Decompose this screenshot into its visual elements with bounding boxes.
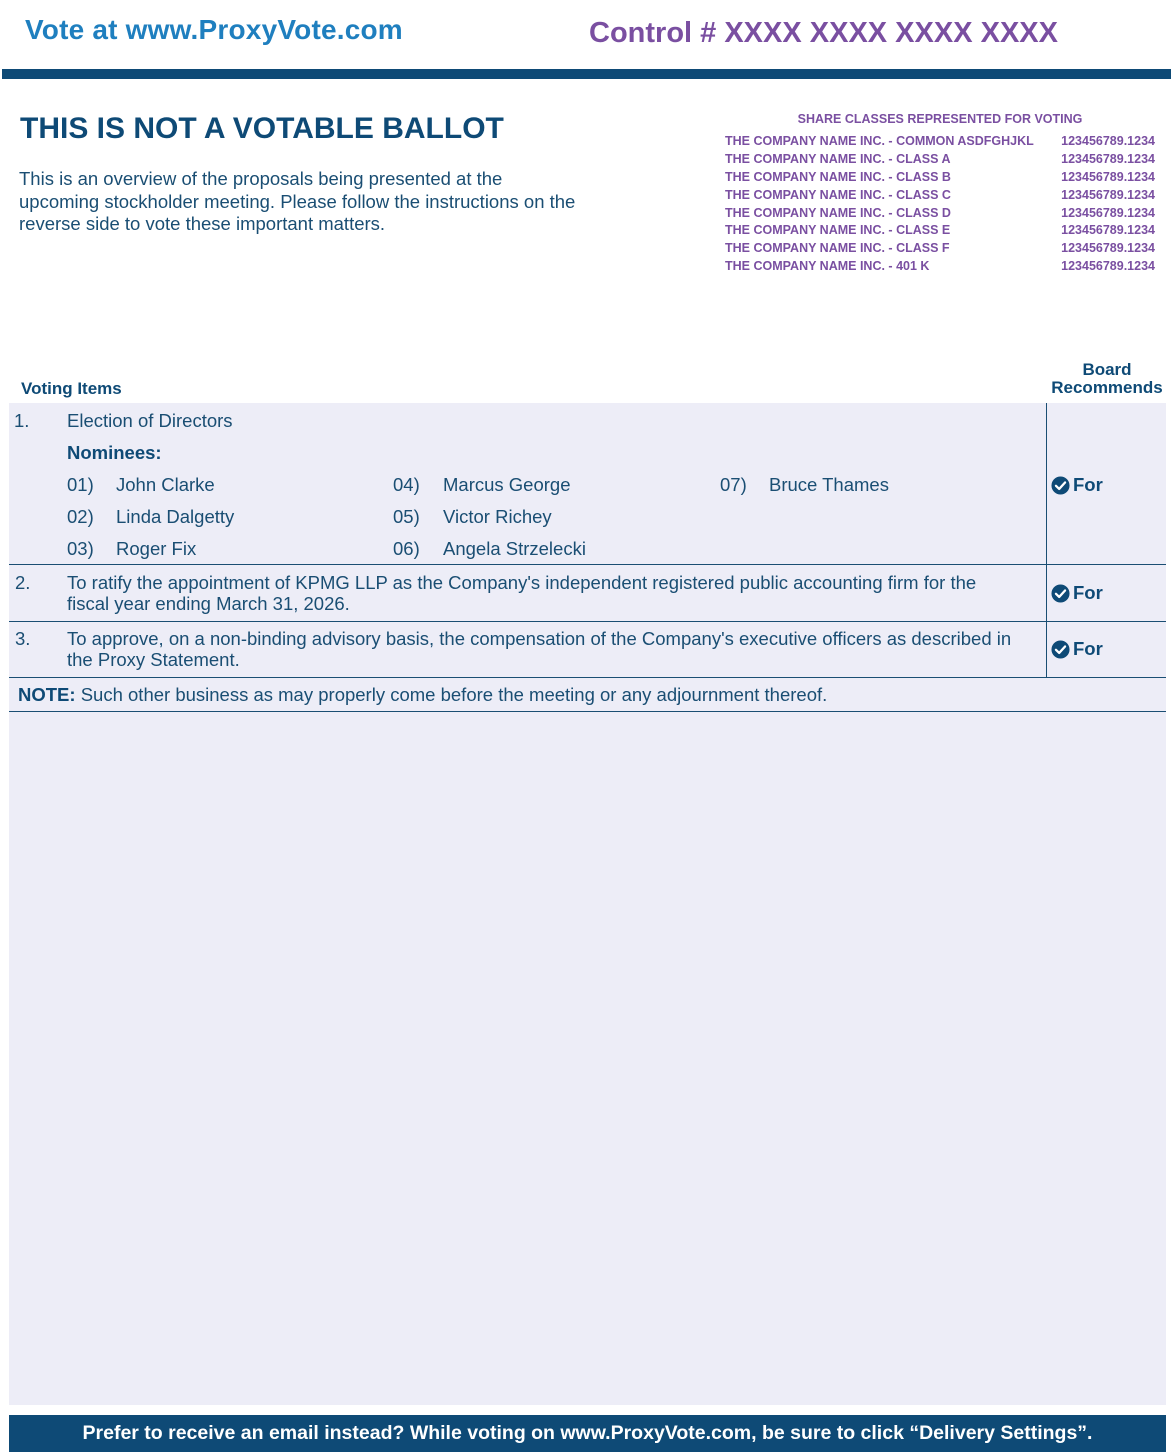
share-classes-heading: SHARE CLASSES REPRESENTED FOR VOTING [797,112,1083,126]
recommendation-label: For [1073,474,1103,495]
share-class-name: THE COMPANY NAME INC. - CLASS A [725,151,951,166]
nominee-name: Bruce Thames [769,474,889,495]
board-recommends-header [1046,361,1168,397]
row-divider [9,621,1166,622]
share-class-amount: 123456789.1234 [1061,151,1155,166]
share-class-row [725,187,1155,205]
nominee-number: 02) [67,506,94,527]
row-divider [9,711,1166,712]
item-text [67,572,976,614]
share-class-amount: 123456789.1234 [1061,134,1155,148]
recommendation-label: For [1073,582,1103,603]
voting-items-header: Voting Items [21,379,122,398]
share-class-name: THE COMPANY NAME INC. - CLASS B [725,169,951,184]
item-text-line: To ratify the appointment of KPMG LLP as the Company's independent registered public accounting firm for the [67,572,977,593]
check-badge-icon [1051,476,1070,495]
check-badge-icon [1051,584,1070,603]
share-class-row [725,240,1155,258]
nominee-name: Roger Fix [116,538,197,559]
row-divider [9,677,1166,678]
share-class-name: THE COMPANY NAME INC. - CLASS E [725,223,951,238]
share-class-amount: 123456789.1234 [1061,187,1155,202]
share-class-amount: 123456789.1234 [1061,223,1155,238]
share-class-row [725,133,1155,151]
share-class-name: THE COMPANY NAME INC. - CLASS D [725,205,951,220]
page-title: THIS IS NOT A VOTABLE BALLOT [20,112,504,145]
nominee-number: 04) [393,474,420,495]
item-text-line: To approve, on a non-binding advisory basis, the compensation of the Company's executive officers as described in [67,628,1012,649]
share-class-name: THE COMPANY NAME INC. - CLASS C [725,187,951,202]
share-class-row [725,222,1155,240]
share-class-row [725,258,1155,276]
nominees-label: Nominees: [67,442,162,463]
item-number: 1. [14,410,30,431]
item-text-line: fiscal year ending March 31, 2026. [67,593,350,614]
item-number: 3. [15,628,31,649]
share-classes-list [725,133,1155,276]
board-label: Board [1082,360,1132,379]
share-class-amount: 123456789.1234 [1061,241,1155,256]
header-divider-bar [2,69,1171,79]
control-number: Control # XXXX XXXX XXXX XXXX [589,17,1058,49]
nominee-number: 06) [393,538,420,559]
nominee-number: 07) [720,474,747,495]
nominee-number: 03) [67,538,94,559]
share-class-name: THE COMPANY NAME INC. - COMMON ASDFGHJKL [725,134,1034,148]
nominee-number: 01) [67,474,94,495]
nominee-name: Angela Strzelecki [443,538,586,559]
check-badge-icon [1051,640,1070,659]
share-class-amount: 123456789.1234 [1061,205,1155,220]
note-row [18,684,827,706]
item-text: Election of Directors [67,410,233,431]
item-text [67,628,1011,670]
note-label: NOTE: [18,684,76,705]
share-class-amount: 123456789.1234 [1061,259,1155,274]
overview-text: This is an overview of the proposals being presented at the upcoming stockholder meeting. Please follow the instructions on the reverse side to vote these important matters. [19,168,576,234]
nominee-number: 05) [393,506,420,527]
recommendation-item-2 [1051,582,1103,604]
recommends-label: Recommends [1051,378,1163,397]
share-class-amount: 123456789.1234 [1061,169,1155,184]
nominee-name: John Clarke [116,474,215,495]
recommendation-item-3 [1051,638,1103,660]
share-class-name: THE COMPANY NAME INC. - CLASS F [725,241,950,256]
row-divider [9,564,1166,565]
share-class-row [725,205,1155,223]
item-text-line: the Proxy Statement. [67,649,240,670]
vote-url-heading: Vote at www.ProxyVote.com [25,14,403,45]
share-class-row [725,151,1155,169]
share-class-row [725,169,1155,187]
recommendation-item-1 [1051,474,1103,496]
item-number: 2. [15,572,31,593]
recommendation-label: For [1073,638,1103,659]
footer-banner: Prefer to receive an email instead? While voting on www.ProxyVote.com, be sure to click “Delivery Settings”. [9,1415,1166,1452]
nominee-name: Linda Dalgetty [116,506,235,527]
nominee-name: Victor Richey [443,506,552,527]
share-class-name: THE COMPANY NAME INC. - 401 K [725,259,930,274]
nominee-name: Marcus George [443,474,571,495]
recommendation-column-divider [1046,403,1047,678]
note-text: Such other business as may properly come before the meeting or any adjournment thereof. [80,684,828,705]
